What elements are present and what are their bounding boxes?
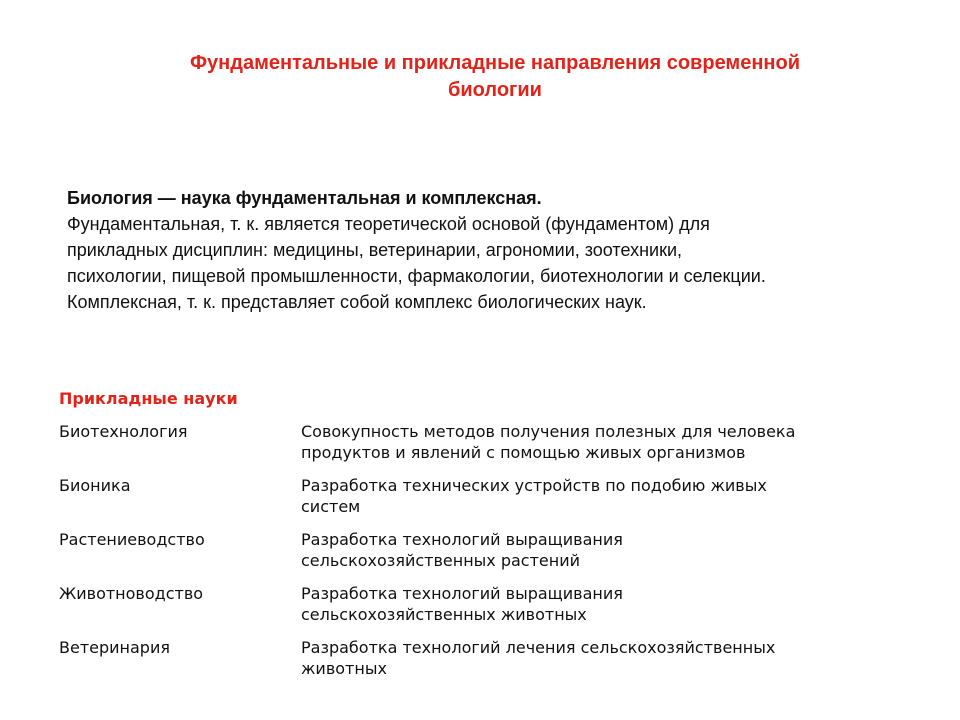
slide-title xyxy=(120,50,870,104)
row-description-line-2: систем xyxy=(301,497,361,516)
applied-sciences-table xyxy=(59,388,899,691)
row-term: Ветеринария xyxy=(59,638,170,657)
table-header: Прикладные науки xyxy=(59,389,238,408)
row-description xyxy=(301,475,871,529)
intro-line-3: психологии, пищевой промышленности, фармакологии, биотехнологии и селекции. xyxy=(67,266,766,286)
row-description-line-2: животных xyxy=(301,659,387,678)
row-description-line-2: сельскохозяйственных животных xyxy=(301,605,587,624)
table-row xyxy=(59,475,899,529)
row-term: Растениеводство xyxy=(59,530,205,549)
table-row xyxy=(59,529,899,583)
intro-line-1: Фундаментальная, т. к. является теоретической основой (фундаментом) для xyxy=(67,214,710,234)
intro-line-4: Комплексная, т. к. представляет собой комплекс биологических наук. xyxy=(67,292,647,312)
row-description xyxy=(301,421,871,475)
table-row xyxy=(59,421,899,475)
row-description xyxy=(301,529,871,583)
row-description-line-2: продуктов и явлений с помощью живых организмов xyxy=(301,443,746,462)
row-description-line-1: Разработка технических устройств по подобию живых xyxy=(301,476,767,495)
intro-lead: Биология — наука фундаментальная и комплексная. xyxy=(67,188,542,208)
row-description xyxy=(301,583,871,637)
row-term: Животноводство xyxy=(59,584,204,603)
row-description-line-1: Совокупность методов получения полезных для человека xyxy=(301,422,796,441)
row-description-line-1: Разработка технологий выращивания xyxy=(301,584,623,603)
row-description xyxy=(301,637,871,691)
row-term: Биотехнология xyxy=(59,422,188,441)
row-description-line-2: сельскохозяйственных растений xyxy=(301,551,581,570)
slide-title-line-2: биологии xyxy=(448,79,542,101)
row-description-line-1: Разработка технологий выращивания xyxy=(301,530,623,549)
slide-title-line-1: Фундаментальные и прикладные направления современной xyxy=(189,52,801,74)
row-term: Бионика xyxy=(59,476,131,495)
row-description-line-1: Разработка технологий лечения сельскохозяйственных xyxy=(301,638,776,657)
intro-paragraph xyxy=(67,185,907,315)
table-row xyxy=(59,637,899,691)
intro-line-2: прикладных дисциплин: медицины, ветеринарии, агрономии, зоотехники, xyxy=(67,240,683,260)
table-row xyxy=(59,583,899,637)
